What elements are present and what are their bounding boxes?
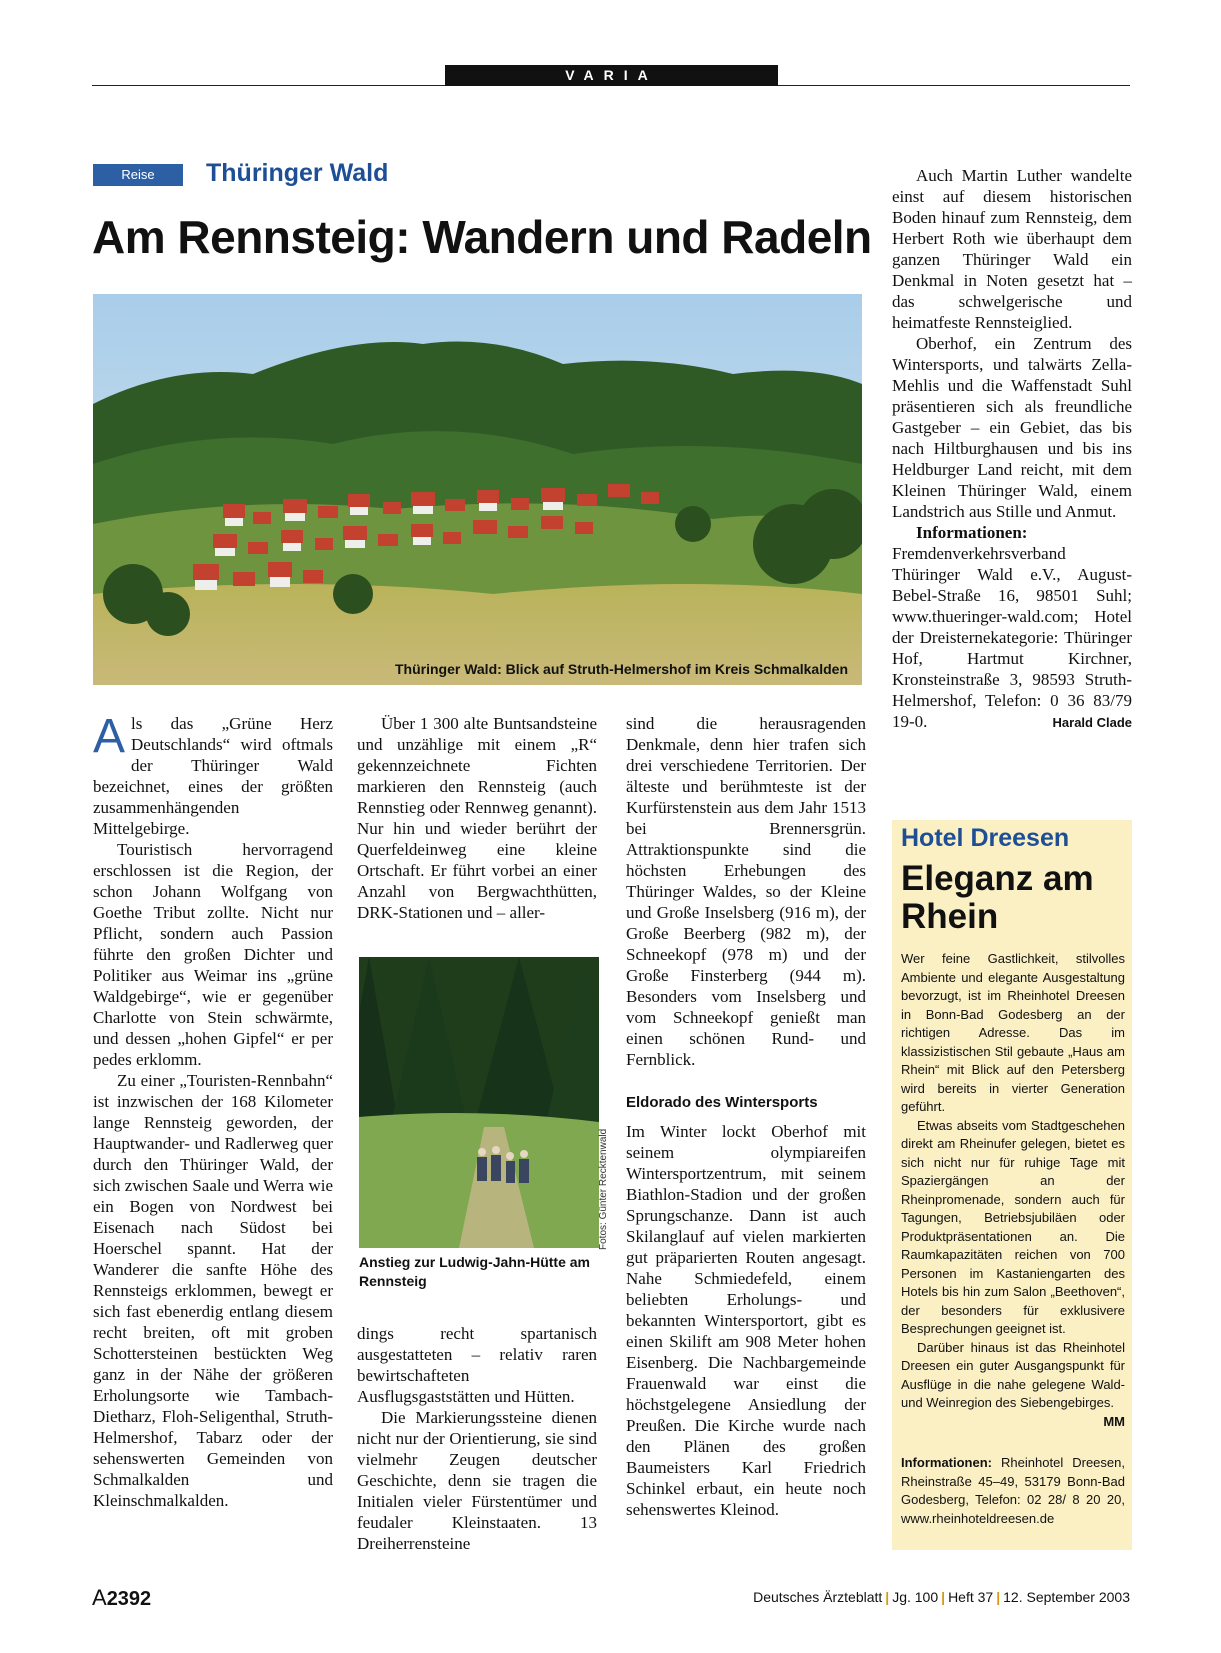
hero-photo [93, 294, 862, 685]
drop-cap: A [93, 710, 126, 763]
publication-info [753, 1589, 1130, 1605]
article-headline: Am Rennsteig: Wandern und Radeln [92, 211, 872, 263]
forest-path-illustration [359, 957, 599, 1248]
photo-caption: Anstieg zur Ludwig-Jahn-Hütte am Rennsteig [359, 1254, 590, 1289]
date: 12. September 2003 [1003, 1589, 1130, 1605]
paragraph [93, 710, 333, 839]
page-number [92, 1585, 151, 1611]
box-info-label: Informationen: [901, 1455, 992, 1470]
section-label: VARIA [445, 65, 778, 86]
hotel-info-box [892, 820, 1132, 1550]
paragraph: Wer feine Gastlichkeit, stilvolles Ambiente und elegante Ausgestaltung bevorzugt, ist im Rheinhotel Dreesen in Bonn-Bad Godesberg an der richtigen Adresse. Das im klassizistischen Stil gebaute „Haus am Rhein“ mit Blick auf den Petersberg wird bereits in vierter Generation geführt. [901, 951, 1125, 1114]
paragraph-text: ls das „Grüne Herz Deutschlands“ wird oftmals der Thüringer Wald bezeichnet, eines der größten zusammenhängenden Mittelgebirge. [93, 714, 333, 838]
paragraph: Auch Martin Luther wandelte einst auf diesem historischen Boden hinauf zum Rennsteig, dem Herbert Roth wie überhaupt dem ganzen Thüringer Wald ein Denkmal in Noten gesetzt hat – das schwelgerische und heimatfeste Rennsteiglied. [892, 166, 1132, 332]
paragraph [901, 1339, 1125, 1429]
paragraph: Die Markierungssteine dienen nicht nur der Orientierung, sie sind vielmehr Zeugen deutscher Geschichte, denn sie tragen die Initialen vieler Fürstentümer und feudaler Kleinstaaten. 13 Dreiherrensteine [357, 1408, 597, 1553]
info-label: Informationen: [916, 523, 1028, 542]
paragraph: Etwas abseits vom Stadtgeschehen direkt am Rheinufer gelegen, bietet es sich nicht nur für ruhige Tage mit Spaziergängen an der Rheinpromenade, sondern auch für Tagungen, Betriebsjubiläen oder Produktpräsentationen an. Die Raumkapazitäten reichen von 700 Personen im Kastaniengarten des Hotels bis hin zum Salon „Beethoven“, der besonders für exklusivere Besprechungen geeignet ist. [901, 1117, 1125, 1336]
forest-photo [359, 957, 599, 1248]
volume: Jg. 100 [892, 1589, 939, 1605]
paragraph: Oberhof, ein Zentrum des Wintersports, und talwärts Zella-Mehlis und die Waffenstadt Suhl präsentieren sich als freundliche Gastgeber – ein Gebiet, das bis nach Hiltburghausen und bis ins Heldburger Land reicht, mit dem Kleinen Thüringer Wald, einem Landstrich aus Stille und Anmut. [892, 334, 1132, 521]
text-column-3 [626, 713, 866, 1520]
paragraph: Über 1 300 alte Buntsandsteine und unzählige mit einem „R“ gekennzeichnete Fichten markieren den Rennsteig (auch Rennstieg oder Rennweg genannt). Nur hin und wieder berührt der Querfeldeinweg eine kleine Ortschaft. Er führt vorbei an einer Anzahl von Bergwachthütten, DRK-Stationen und – aller- [357, 714, 597, 922]
box-kicker: Hotel Dreesen [901, 824, 1070, 852]
hero-caption: Thüringer Wald: Blick auf Struth-Helmershof im Kreis Schmalkalden [394, 661, 848, 677]
info-paragraph [892, 522, 1132, 732]
box-title: Eleganz am Rhein [901, 859, 1094, 936]
box-info [901, 1454, 1125, 1528]
journal-name: Deutsches Ärzteblatt [753, 1589, 883, 1605]
paragraph: Touristisch hervorragend erschlossen ist die Region, der schon Johann Wolfgang von Goethe Tribut zollte. Nicht nur Pflicht, sondern auch Passion führte den großen Dichter und Politiker aus Weimar ins „grüne Waldgebirge“, wie er gegenüber Charlotte von Stein schwärmte, und dessen „hohen Gipfel“ er per pedes erklomm. [93, 840, 333, 1069]
paragraph-text: Darüber hinaus ist das Rheinhotel Dreesen ein guter Ausgangspunkt für Ausflüge in die nahe gelegene Wald- und Weinregion des Siebengebirges. [901, 1339, 1125, 1410]
subheading: Eldorado des Wintersports [626, 1094, 818, 1111]
text-column-2-continued [357, 1323, 597, 1554]
author: Harald Clade [1052, 715, 1132, 730]
text-column-4 [892, 165, 1132, 732]
separator: | [996, 1589, 1001, 1605]
box-body [901, 950, 1125, 1431]
info-text: Fremdenverkehrsverband Thüringer Wald e.V., August-Bebel-Straße 16, 98501 Suhl; www.thueringer-wald.com; Hotel der Dreisternekategorie: Thüringer Hof, Hartmut Kirchner, Kronsteinstraße 3, 98593 Struth-Helmershof, Telefon: 0 36 83/79 19-0. [892, 544, 1132, 731]
paragraph: Im Winter lockt Oberhof mit seinem olympiareifen Wintersportzentrum, mit seinem Biathlon-Stadion und der großen Sprungschanze. Dann ist auch Skilanglauf auf vielen markierten gut präparierten Routen angesagt. Nahe Schmiedefeld, einem beliebten Erholungs- und bekannten Wintersportort, gibt es einen Skilift am 908 Meter hohen Eisenberg. Die Nachbargemeinde Frauenwald war einst die höchstgelegene Ansiedlung der Preußen. Die Kirche wurde nach den Plänen des großen Baumeisters Karl Friedrich Schinkel erbaut, ein heute noch sehenswertes Kleinod. [626, 1122, 866, 1519]
text-column-1 [93, 710, 333, 1511]
landscape-illustration [93, 294, 862, 685]
separator: | [941, 1589, 946, 1605]
page-prefix: A [92, 1585, 107, 1610]
paragraph: sind die herausragenden Denkmale, denn hier trafen sich drei verschiedene Territorien. Der älteste und berühmteste ist der Kurfürstenstein aus dem Jahr 1513 bei Brennersgrün. Attraktionspunkte sind die höchsten Erhebungen des Thüringer Waldes, so der Kleine und Große Inselsberg (916 m), der Große Beerberg (982 m), der Schneekopf (978 m) und der Große Finsterberg (944 m). Besonders vom Inselsberg und vom Schneekopf genießt man einen schönen Rund- und Fernblick. [626, 714, 866, 1069]
category-badge: Reise [93, 164, 183, 186]
paragraph: Zu einer „Touristen-Rennbahn“ ist inzwischen der 168 Kilometer lange Rennsteig geworden, der Hauptwander- und Radlerweg quer durch den Thüringer Wald, der sich zwischen Saale und Werra wie ein Bogen von Nordwest bei Eisenach nach Südost bei Hoerschel spannt. Hat der Wanderer die sanfte Höhe des Rennsteigs erklommen, bewegt er sich fast ebenerdig entlang diesem recht breiten, oft mit groben Schottersteinen bestückten Weg ganz in der Nähe der größeren Erholungsorte wie Tambach-Dietharz, Floh-Seligenthal, Struth-Helmershof, Tabarz oder der sehenswerten Gemeinden von Schmalkalden und Kleinschmalkalden. [93, 1071, 333, 1510]
box-info-text: Rheinhotel Dreesen, Rheinstraße 45–49, 53179 Bonn-Bad Godesberg, Telefon: 02 28/ 8 20 20, www.rheinhoteldreesen.de [901, 1455, 1125, 1526]
page-number-value: 2392 [106, 1588, 152, 1610]
paragraph: dings recht spartanisch ausgestatteten – relativ raren bewirtschafteten Ausflugsgaststätten und Hütten. [357, 1324, 597, 1406]
text-column-2 [357, 713, 597, 923]
issue: Heft 37 [948, 1589, 994, 1605]
box-author: MM [1103, 1413, 1125, 1429]
photo-credit: Fotos: Günter Recktenwald [598, 1128, 609, 1250]
separator: | [885, 1589, 890, 1605]
article-kicker: Thüringer Wald [206, 159, 389, 187]
